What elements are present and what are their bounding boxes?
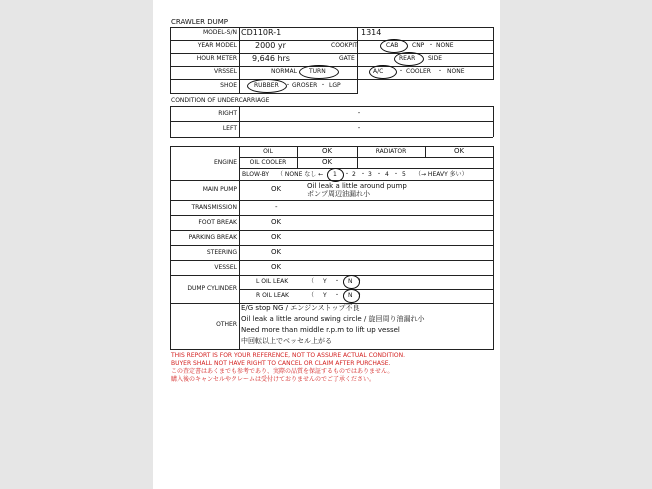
- shoe-option-groser: GROSER: [292, 82, 318, 89]
- engine-label: ENGINE: [214, 159, 237, 166]
- cockpit-label: COOKPIT: [331, 42, 358, 49]
- oil-label: OIL: [263, 148, 273, 155]
- blowby-level-1: 1: [333, 171, 337, 178]
- disclaimer-line-4: 購入後のキャンセルやクレームは受付けておりませんのでご了承ください。: [171, 376, 376, 383]
- oil-value: OK: [321, 147, 333, 155]
- dump-l-yes: Y: [323, 278, 327, 285]
- main-pump-value: OK: [271, 185, 282, 193]
- disclaimer-line-3: この査定書はあくまでも参考であり、実際の品質を保証するものではありません。: [171, 368, 394, 375]
- transmission-label: TRANSMISSION: [191, 204, 237, 211]
- shoe-label: SHOE: [220, 82, 237, 89]
- uc-left-label: LEFT: [222, 125, 237, 132]
- dump-r-label: R OIL LEAK: [256, 292, 289, 299]
- shoe-selected-oval: [247, 79, 287, 93]
- other-line-2: Oil leak a little around swing circle / 旋回周り油漏れ小: [241, 315, 425, 323]
- year-label: YEAR MODEL: [197, 42, 237, 49]
- vessel-row-label: VESSEL: [214, 264, 237, 271]
- gate-label: GATE: [339, 55, 355, 62]
- parking-break-value: OK: [271, 233, 282, 241]
- undercarriage-heading: CONDITION OF UNDERCARRIAGE: [171, 97, 270, 104]
- blowby-level-2: 2: [352, 171, 356, 178]
- vessel-row-value: OK: [271, 263, 282, 271]
- dump-l-label: L OIL LEAK: [256, 278, 289, 285]
- uc-right-label: RIGHT: [218, 110, 237, 117]
- main-pump-note-jp: ポンプ周辺油漏れ小: [307, 190, 370, 198]
- blowby-selected-oval: [327, 168, 344, 182]
- shoe-option-rubber: RUBBER: [254, 82, 279, 89]
- aircon-option-cooler: COOLER: [406, 68, 431, 75]
- blowby-level-4: 4: [385, 171, 389, 178]
- oil-cooler-value: OK: [321, 158, 333, 166]
- radiator-label: RADIATOR: [375, 148, 407, 155]
- gate-selected-oval: [394, 52, 424, 66]
- disclaimer-line-1: THIS REPORT IS FOR YOUR REFERENCE, NOT TO ASSURE ACTUAL CONDITION.: [171, 352, 405, 359]
- report-title: CRAWLER DUMP: [171, 18, 228, 26]
- transmission-value: -: [275, 203, 278, 211]
- vessel-option-normal: NORMAL: [271, 68, 298, 75]
- dump-r-no: N: [348, 292, 353, 299]
- dump-cylinder-label: DUMP CYLINDER: [187, 285, 237, 292]
- cockpit-option-cnp: CNP: [412, 42, 425, 49]
- other-line-3: Need more than middle r.p.m to lift up vessel: [241, 326, 400, 334]
- gate-option-rear: REAR: [399, 55, 416, 62]
- report-sheet: CRAWLER DUMP MODEL-S/N CD110R-1 1314 YEAR MODEL 2000 yr COOKPIT CAB ・ CNP ・ NONE HOUR METER 9,646 hrs GATE REAR SIDE VRSSEL NORMAL TURN A/C ・ COOLER ・ NONE SHOE RUBBER ・ GROSER ・ LGP CONDITION OF UNDERCARRIAGE RIGHT - LEFT - ENGINE OIL OK RADIATOR OK OIL COOLER OK BLOW-BY （ NONE なし ← 1 ・ 2 ・ 3 ・ 4 ・ 5 （→ HEAVY 多い） MAIN PUMP OK Oil leak a little around pump ポンプ周辺油漏れ小 TRANSMISSION - FOOT BREAK OK PARKING BREAK OK STEERING OK VESSEL OK DUMP CYLINDER L OIL LEAK （ Y ・ N ） R OIL LEAK （ Y ・ N ） OTHER E/G stop NG / エンジンストップ不良 Oil leak a little around swing circle / 旋回周り油漏れ小 Need more than middle r.p.m to lift up vessel 中回転以上でベッセル上がる THIS REPORT IS FOR YOUR REFERENCE, NOT TO ASSURE ACTUAL CONDITION. BUYER SHALL NOT HAVE RIGHT TO CANCEL OR CLAIM AFTER PURCHASE. この査定書はあくまでも参考であり、実際の品質を保証するものではありません。 購入後のキャンセルやクレームは受付けておりませんのでご了承ください。: [153, 0, 500, 489]
- foot-break-value: OK: [271, 218, 282, 226]
- aircon-option-none: NONE: [447, 68, 465, 75]
- blowby-level-3: 3: [368, 171, 372, 178]
- blowby-label: BLOW-BY: [242, 171, 270, 178]
- cockpit-option-none: NONE: [436, 42, 454, 49]
- blowby-none: （ NONE なし ←: [277, 171, 324, 178]
- disclaimer-line-2: BUYER SHALL NOT HAVE RIGHT TO CANCEL OR CLAIM AFTER PURCHASE.: [171, 360, 391, 367]
- serial-value: 1314: [361, 28, 382, 37]
- steering-value: OK: [271, 248, 282, 256]
- oil-cooler-label: OIL COOLER: [249, 159, 287, 166]
- hour-value: 9,646 hrs: [252, 54, 290, 63]
- vessel-option-turn: TURN: [309, 68, 326, 75]
- year-value: 2000 yr: [255, 41, 286, 50]
- parking-break-label: PARKING BREAK: [188, 234, 237, 241]
- other-label: OTHER: [216, 321, 237, 328]
- other-line-1: E/G stop NG / エンジンストップ不良: [241, 304, 360, 312]
- other-line-4: 中回転以上でベッセル上がる: [241, 337, 332, 345]
- vessel-selected-oval: [299, 65, 339, 79]
- blowby-heavy: （→ HEAVY 多い）: [415, 171, 468, 178]
- gate-option-side: SIDE: [428, 55, 442, 62]
- uc-left-value: -: [357, 124, 361, 132]
- steering-label: STEERING: [206, 249, 237, 256]
- dump-r-yes: Y: [323, 292, 327, 299]
- uc-right-value: -: [357, 109, 361, 117]
- aircon-selected-oval: [369, 65, 397, 79]
- foot-break-label: FOOT BREAK: [198, 219, 237, 226]
- radiator-value: OK: [453, 147, 465, 155]
- model-value: CD110R-1: [241, 28, 282, 37]
- aircon-option-ac: A/C: [373, 68, 384, 75]
- hour-label: HOUR METER: [196, 55, 237, 62]
- shoe-option-lgp: LGP: [329, 82, 341, 89]
- main-pump-label: MAIN PUMP: [202, 186, 237, 193]
- main-pump-note-en: Oil leak a little around pump: [307, 182, 407, 190]
- blowby-level-5: 5: [402, 171, 406, 178]
- model-label: MODEL-S/N: [202, 29, 237, 36]
- dump-l-no: N: [348, 278, 353, 285]
- vessel-label: VRSSEL: [213, 68, 237, 75]
- cockpit-option-cab: CAB: [386, 42, 399, 49]
